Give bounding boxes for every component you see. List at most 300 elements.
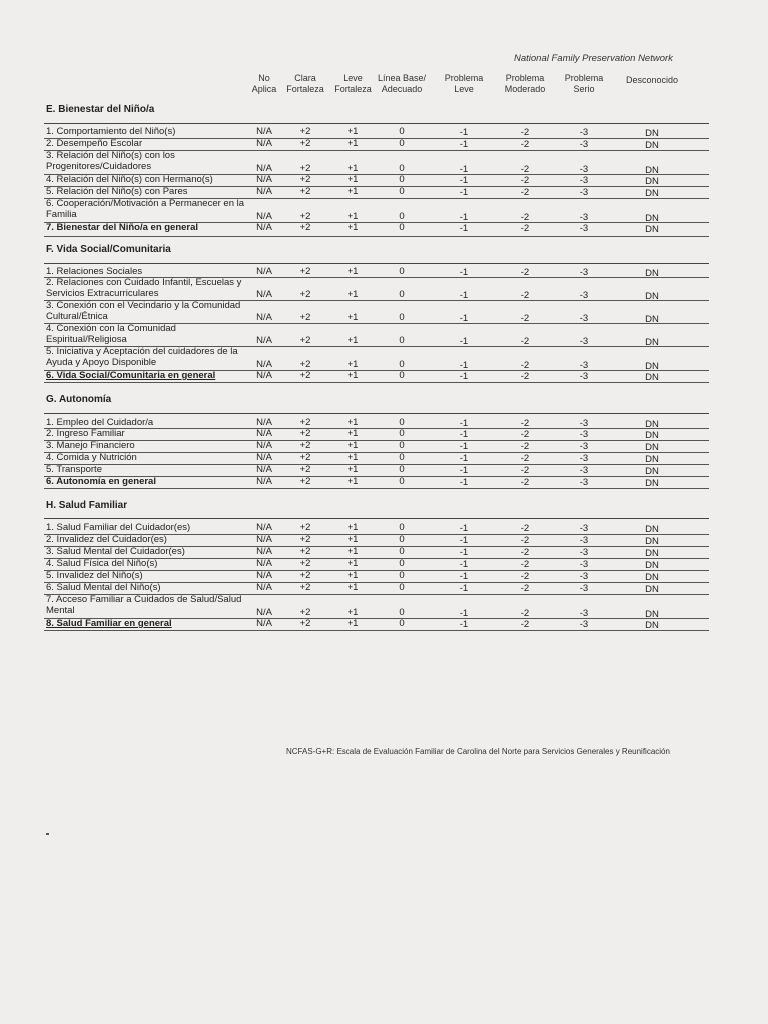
rating-option[interactable]: 0 (399, 417, 405, 428)
rating-option[interactable]: +1 (347, 126, 359, 137)
rating-option[interactable]: +2 (299, 428, 311, 439)
rating-option[interactable]: +2 (299, 476, 311, 487)
rating-option[interactable]: N/A (256, 452, 272, 463)
rating-option[interactable]: N/A (256, 440, 272, 451)
rating-option[interactable]: -2 (520, 139, 530, 150)
rating-option[interactable]: -3 (579, 267, 589, 278)
rating-option[interactable]: -2 (520, 313, 530, 324)
rating-option[interactable]: +2 (299, 417, 311, 428)
rating-option[interactable]: -1 (459, 127, 469, 138)
rating-option[interactable]: -2 (520, 453, 530, 464)
assessment-row (0, 452, 768, 464)
row-label: 2. Desempeño Escolar (46, 138, 143, 149)
rating-option[interactable]: +1 (347, 452, 359, 463)
row-label: 2. Ingreso Familiar (46, 428, 125, 439)
rating-option[interactable]: DN (645, 213, 659, 224)
assessment-row (0, 476, 768, 488)
column-header (626, 75, 678, 86)
rating-option[interactable]: DN (645, 478, 659, 489)
rating-option[interactable]: -2 (520, 336, 530, 347)
row-label: 6. Cooperación/Motivación a Permanecer en la Familia (46, 198, 245, 220)
row-label: 3. Relación del Niño(s) con los Progenitores/Cuidadores (46, 150, 175, 172)
rating-option[interactable]: +1 (347, 464, 359, 475)
rating-option[interactable]: -3 (579, 127, 589, 138)
rating-option[interactable]: +1 (347, 289, 359, 300)
rating-option[interactable]: +1 (347, 222, 359, 233)
rating-option[interactable]: -3 (579, 371, 589, 382)
assessment-row (0, 582, 768, 594)
rating-option[interactable]: -1 (459, 465, 469, 476)
section-title: E. Bienestar del Niño/a (46, 104, 155, 115)
rating-option[interactable]: 0 (399, 138, 405, 149)
rating-option[interactable]: -2 (520, 418, 530, 429)
rating-option[interactable]: 0 (399, 370, 405, 381)
column-header-line2: Fortaleza (334, 84, 372, 94)
assessment-row (0, 534, 768, 546)
rating-option[interactable]: N/A (256, 222, 272, 233)
rating-option[interactable]: N/A (256, 428, 272, 439)
assessment-row (0, 417, 768, 428)
rating-option[interactable]: -2 (520, 465, 530, 476)
assessment-row (0, 370, 768, 382)
rating-option[interactable]: -3 (579, 441, 589, 452)
row-label: 1. Empleo del Cuidador/a (46, 417, 154, 428)
column-header-line2: Adecuado (381, 84, 423, 94)
column-header-line1: No (258, 73, 270, 83)
rating-option[interactable]: 0 (399, 452, 405, 463)
rating-option[interactable]: 0 (399, 440, 405, 451)
rating-option[interactable]: -3 (579, 535, 589, 546)
rating-option[interactable]: -3 (579, 418, 589, 429)
speck-mark (46, 833, 49, 835)
rating-option[interactable]: +2 (299, 126, 311, 137)
rating-option[interactable]: DN (645, 548, 659, 559)
rating-option[interactable]: DN (645, 536, 659, 547)
rating-option[interactable]: +2 (299, 464, 311, 475)
rating-option[interactable]: 0 (399, 335, 405, 346)
rating-option[interactable]: -2 (520, 223, 530, 234)
rating-option[interactable]: +1 (347, 186, 359, 197)
rating-option[interactable]: N/A (256, 312, 272, 323)
rating-option[interactable]: +1 (347, 359, 359, 370)
rating-option[interactable]: -2 (520, 571, 530, 582)
rating-option[interactable]: -2 (520, 547, 530, 558)
row-divider (44, 382, 709, 383)
rating-option[interactable]: -2 (520, 175, 530, 186)
rating-option[interactable]: +1 (347, 546, 359, 557)
rating-option[interactable]: DN (645, 224, 659, 235)
rating-option[interactable]: N/A (256, 186, 272, 197)
rating-option[interactable]: DN (645, 314, 659, 325)
rating-option[interactable]: -1 (459, 583, 469, 594)
row-divider (44, 236, 709, 237)
rating-option[interactable]: +1 (347, 428, 359, 439)
rating-option[interactable]: 0 (399, 266, 405, 277)
rating-option[interactable]: N/A (256, 138, 272, 149)
rating-option[interactable]: DN (645, 188, 659, 199)
rating-option[interactable]: -1 (459, 477, 469, 488)
rating-option[interactable]: -1 (459, 187, 469, 198)
rating-option[interactable]: DN (645, 454, 659, 465)
rating-option[interactable]: -3 (579, 559, 589, 570)
row-label: 3. Salud Mental del Cuidador(es) (46, 546, 185, 557)
rating-option[interactable]: +1 (347, 211, 359, 222)
rating-option[interactable]: -3 (579, 583, 589, 594)
rating-option[interactable]: +2 (299, 522, 311, 533)
rating-option[interactable]: +1 (347, 522, 359, 533)
rating-option[interactable]: 0 (399, 163, 405, 174)
rating-option[interactable]: 0 (399, 289, 405, 300)
rating-option[interactable]: DN (645, 584, 659, 595)
column-header-line2: Serio (573, 84, 595, 94)
rating-option[interactable]: N/A (256, 607, 272, 618)
rating-option[interactable]: -2 (520, 477, 530, 488)
column-header-line1: Problema (505, 73, 545, 83)
rating-option[interactable]: +1 (347, 558, 359, 569)
section-title: H. Salud Familiar (46, 500, 128, 511)
assessment-row (0, 186, 768, 198)
rating-option[interactable]: -1 (459, 418, 469, 429)
rating-option[interactable]: -2 (520, 360, 530, 371)
column-header-line1: Desconocido (625, 75, 679, 85)
rating-option[interactable]: -2 (520, 441, 530, 452)
organization-name: National Family Preservation Network (514, 53, 673, 64)
column-header-line1: Problema (444, 73, 484, 83)
column-header-line1: Leve (343, 73, 363, 83)
rating-option[interactable]: +1 (347, 582, 359, 593)
rating-option[interactable]: -1 (459, 429, 469, 440)
assessment-row (0, 300, 768, 323)
rating-option[interactable]: 0 (399, 522, 405, 533)
rating-option[interactable]: -3 (579, 175, 589, 186)
rating-option[interactable]: +2 (299, 289, 311, 300)
rating-option[interactable]: -3 (579, 523, 589, 534)
assessment-row (0, 222, 768, 236)
rating-option[interactable]: -2 (520, 267, 530, 278)
assessment-row (0, 126, 768, 138)
rating-option[interactable]: -3 (579, 139, 589, 150)
rating-option[interactable]: -3 (579, 477, 589, 488)
assessment-row (0, 594, 768, 618)
rating-option[interactable]: -3 (579, 164, 589, 175)
rating-option[interactable]: -2 (520, 429, 530, 440)
rating-option[interactable]: 0 (399, 476, 405, 487)
rating-option[interactable]: -1 (459, 559, 469, 570)
column-headers (0, 73, 768, 99)
rating-option[interactable]: -3 (579, 313, 589, 324)
rating-option[interactable]: N/A (256, 546, 272, 557)
rating-option[interactable]: +2 (299, 618, 311, 629)
rating-option[interactable]: DN (645, 268, 659, 279)
rating-option[interactable]: +2 (299, 370, 311, 381)
row-label: 4. Comida y Nutrición (46, 452, 137, 463)
rating-option[interactable]: N/A (256, 289, 272, 300)
rating-option[interactable]: -1 (459, 441, 469, 452)
rating-option[interactable]: DN (645, 430, 659, 441)
rating-option[interactable]: N/A (256, 582, 272, 593)
assessment-row (0, 266, 768, 277)
rating-option[interactable]: +1 (347, 534, 359, 545)
rating-option[interactable]: +2 (299, 174, 311, 185)
assessment-row (0, 558, 768, 570)
rating-option[interactable]: DN (645, 620, 659, 631)
rating-option[interactable]: 0 (399, 211, 405, 222)
rating-option[interactable]: 0 (399, 607, 405, 618)
row-label: 7. Bienestar del Niño/a en general (46, 222, 199, 233)
rating-option[interactable]: N/A (256, 534, 272, 545)
rating-option[interactable]: +2 (299, 570, 311, 581)
rating-option[interactable]: 0 (399, 546, 405, 557)
rating-option[interactable]: +2 (299, 607, 311, 618)
rating-option[interactable]: 0 (399, 464, 405, 475)
rating-option[interactable]: -2 (520, 583, 530, 594)
rating-option[interactable]: DN (645, 337, 659, 348)
rating-option[interactable]: -2 (520, 290, 530, 301)
rating-option[interactable]: DN (645, 442, 659, 453)
assessment-row (0, 150, 768, 174)
rating-option[interactable]: -3 (579, 360, 589, 371)
rating-option[interactable]: +1 (347, 174, 359, 185)
rating-option[interactable]: N/A (256, 359, 272, 370)
row-label: 5. Invalidez del Niño(s) (46, 570, 143, 581)
rating-option[interactable]: N/A (256, 163, 272, 174)
rating-option[interactable]: +1 (347, 312, 359, 323)
rating-option[interactable]: DN (645, 419, 659, 430)
rating-option[interactable]: N/A (256, 618, 272, 629)
rating-option[interactable]: +2 (299, 558, 311, 569)
rating-option[interactable]: +2 (299, 359, 311, 370)
row-label: 5. Transporte (46, 464, 102, 475)
rating-option[interactable]: -3 (579, 619, 589, 630)
row-label: 1. Relaciones Sociales (46, 266, 143, 277)
row-label: 4. Salud Física del Niño(s) (46, 558, 158, 569)
row-label: 2. Relaciones con Cuidado Infantil, Escuelas y Servicios Extracurriculares (46, 277, 242, 299)
rating-option[interactable]: -3 (579, 608, 589, 619)
rating-option[interactable]: -3 (579, 465, 589, 476)
rating-option[interactable]: +2 (299, 582, 311, 593)
rating-option[interactable]: +1 (347, 417, 359, 428)
assessment-row (0, 198, 768, 222)
rating-option[interactable]: +1 (347, 370, 359, 381)
rating-option[interactable]: 0 (399, 126, 405, 137)
column-header (252, 73, 277, 95)
rating-option[interactable]: +1 (347, 570, 359, 581)
rating-option[interactable]: -1 (459, 535, 469, 546)
rating-option[interactable]: +2 (299, 534, 311, 545)
rating-option[interactable]: -2 (520, 212, 530, 223)
rating-option[interactable]: -3 (579, 571, 589, 582)
rating-option[interactable]: +1 (347, 618, 359, 629)
row-label: 6. Autonomía en general (46, 476, 156, 487)
rating-option[interactable]: -2 (520, 371, 530, 382)
rating-option[interactable]: +2 (299, 138, 311, 149)
rating-option[interactable]: -1 (459, 313, 469, 324)
rating-option[interactable]: 0 (399, 558, 405, 569)
column-header-line2: Moderado (504, 84, 546, 94)
rating-option[interactable]: -3 (579, 212, 589, 223)
assessment-row (0, 618, 768, 630)
rating-option[interactable]: 0 (399, 428, 405, 439)
rating-option[interactable]: -2 (520, 523, 530, 534)
column-header (505, 73, 546, 95)
rating-option[interactable]: +1 (347, 138, 359, 149)
rating-option[interactable]: N/A (256, 370, 272, 381)
rating-option[interactable]: -2 (520, 559, 530, 570)
section-title: G. Autonomía (46, 394, 112, 405)
column-header (286, 73, 324, 95)
rating-option[interactable]: +2 (299, 312, 311, 323)
rating-option[interactable]: -1 (459, 212, 469, 223)
column-header (565, 73, 604, 95)
rating-option[interactable]: +2 (299, 211, 311, 222)
rating-option[interactable]: 0 (399, 534, 405, 545)
rating-option[interactable]: +2 (299, 452, 311, 463)
rating-option[interactable]: N/A (256, 570, 272, 581)
rating-option[interactable]: -1 (459, 360, 469, 371)
rating-option[interactable]: N/A (256, 335, 272, 346)
rating-option[interactable]: -1 (459, 336, 469, 347)
rating-option[interactable]: -2 (520, 608, 530, 619)
row-label: 4. Conexión con la Comunidad Espiritual/Religiosa (46, 323, 176, 345)
rating-option[interactable]: +2 (299, 546, 311, 557)
rating-option[interactable]: DN (645, 372, 659, 383)
assessment-row (0, 277, 768, 300)
rating-option[interactable]: 0 (399, 359, 405, 370)
rating-option[interactable]: DN (645, 572, 659, 583)
assessment-row (0, 440, 768, 452)
rating-option[interactable]: -3 (579, 429, 589, 440)
rating-option[interactable]: N/A (256, 464, 272, 475)
rating-option[interactable]: -1 (459, 453, 469, 464)
row-label: 8. Salud Familiar en general (46, 618, 172, 629)
rating-option[interactable]: 0 (399, 582, 405, 593)
rating-option[interactable]: N/A (256, 522, 272, 533)
assessment-row (0, 522, 768, 534)
rating-option[interactable]: -1 (459, 547, 469, 558)
rating-option[interactable]: 0 (399, 174, 405, 185)
rating-option[interactable]: +1 (347, 335, 359, 346)
rating-option[interactable]: -1 (459, 223, 469, 234)
rating-option[interactable]: +2 (299, 335, 311, 346)
rating-option[interactable]: +1 (347, 440, 359, 451)
column-header-line1: Problema (564, 73, 604, 83)
row-label: 4. Relación del Niño(s) con Hermano(s) (46, 174, 213, 185)
rating-option[interactable]: -1 (459, 608, 469, 619)
rating-option[interactable]: DN (645, 466, 659, 477)
row-label: 3. Conexión con el Vecindario y la Comunidad Cultural/Étnica (46, 300, 241, 322)
rating-option[interactable]: DN (645, 560, 659, 571)
rating-option[interactable]: N/A (256, 126, 272, 137)
rating-option[interactable]: +1 (347, 476, 359, 487)
row-label: 1. Salud Familiar del Cuidador(es) (46, 522, 191, 533)
rating-option[interactable]: -3 (579, 187, 589, 198)
rating-option[interactable]: +2 (299, 186, 311, 197)
rating-option[interactable]: N/A (256, 266, 272, 277)
rating-option[interactable]: DN (645, 140, 659, 151)
rating-option[interactable]: N/A (256, 211, 272, 222)
column-header (378, 73, 426, 95)
rating-option[interactable]: DN (645, 291, 659, 302)
column-header-line2: Leve (454, 84, 474, 94)
rating-option[interactable]: -3 (579, 453, 589, 464)
rating-option[interactable]: 0 (399, 618, 405, 629)
rating-option[interactable]: -2 (520, 619, 530, 630)
rating-option[interactable]: -3 (579, 336, 589, 347)
rating-option[interactable]: +2 (299, 222, 311, 233)
rating-option[interactable]: -1 (459, 571, 469, 582)
rating-option[interactable]: DN (645, 361, 659, 372)
rating-option[interactable]: -1 (459, 290, 469, 301)
assessment-row (0, 570, 768, 582)
rating-option[interactable]: -2 (520, 535, 530, 546)
rating-option[interactable]: +2 (299, 440, 311, 451)
rating-option[interactable]: N/A (256, 476, 272, 487)
rating-option[interactable]: N/A (256, 417, 272, 428)
rating-option[interactable]: DN (645, 165, 659, 176)
rating-option[interactable]: +1 (347, 607, 359, 618)
rating-option[interactable]: -3 (579, 547, 589, 558)
rating-option[interactable]: +1 (347, 266, 359, 277)
section-rule (44, 263, 709, 264)
section-rule (44, 413, 709, 414)
section-title: F. Vida Social/Comunitaria (46, 244, 171, 255)
rating-option[interactable]: 0 (399, 186, 405, 197)
rating-option[interactable]: 0 (399, 312, 405, 323)
rating-option[interactable]: -1 (459, 267, 469, 278)
row-label: 6. Vida Social/Comunitaria en general (46, 370, 216, 381)
row-label: 5. Relación del Niño(s) con Pares (46, 186, 188, 197)
row-label: 7. Acceso Familiar a Cuidados de Salud/Salud Mental (46, 594, 242, 616)
rating-option[interactable]: +2 (299, 266, 311, 277)
row-label: 1. Comportamiento del Niño(s) (46, 126, 176, 137)
rating-option[interactable]: DN (645, 524, 659, 535)
rating-option[interactable]: DN (645, 128, 659, 139)
row-label: 2. Invalidez del Cuidador(es) (46, 534, 167, 545)
rating-option[interactable]: -1 (459, 175, 469, 186)
rating-option[interactable]: -1 (459, 139, 469, 150)
row-label: 6. Salud Mental del Niño(s) (46, 582, 161, 593)
assessment-row (0, 174, 768, 186)
assessment-row (0, 346, 768, 370)
column-header-line2: Aplica (251, 84, 277, 94)
rating-option[interactable]: -3 (579, 223, 589, 234)
rating-option[interactable]: -2 (520, 127, 530, 138)
assessment-row (0, 323, 768, 346)
rating-option[interactable]: +2 (299, 163, 311, 174)
column-header-line1: Clara (294, 73, 316, 83)
rating-option[interactable]: +1 (347, 163, 359, 174)
rating-option[interactable]: DN (645, 176, 659, 187)
column-header-line2: Fortaleza (286, 84, 324, 94)
rating-option[interactable]: -1 (459, 371, 469, 382)
rating-option[interactable]: -2 (520, 164, 530, 175)
rating-option[interactable]: -2 (520, 187, 530, 198)
rating-option[interactable]: -1 (459, 619, 469, 630)
assessment-row (0, 138, 768, 150)
rating-option[interactable]: -3 (579, 290, 589, 301)
rating-option[interactable]: -1 (459, 523, 469, 534)
assessment-row (0, 428, 768, 440)
rating-option[interactable]: -1 (459, 164, 469, 175)
rating-option[interactable]: DN (645, 609, 659, 620)
section-rule (44, 518, 709, 519)
column-header-line1: Línea Base/ (377, 73, 427, 83)
rating-option[interactable]: N/A (256, 174, 272, 185)
rating-option[interactable]: 0 (399, 222, 405, 233)
rating-option[interactable]: 0 (399, 570, 405, 581)
column-header (334, 73, 372, 95)
rating-option[interactable]: N/A (256, 558, 272, 569)
